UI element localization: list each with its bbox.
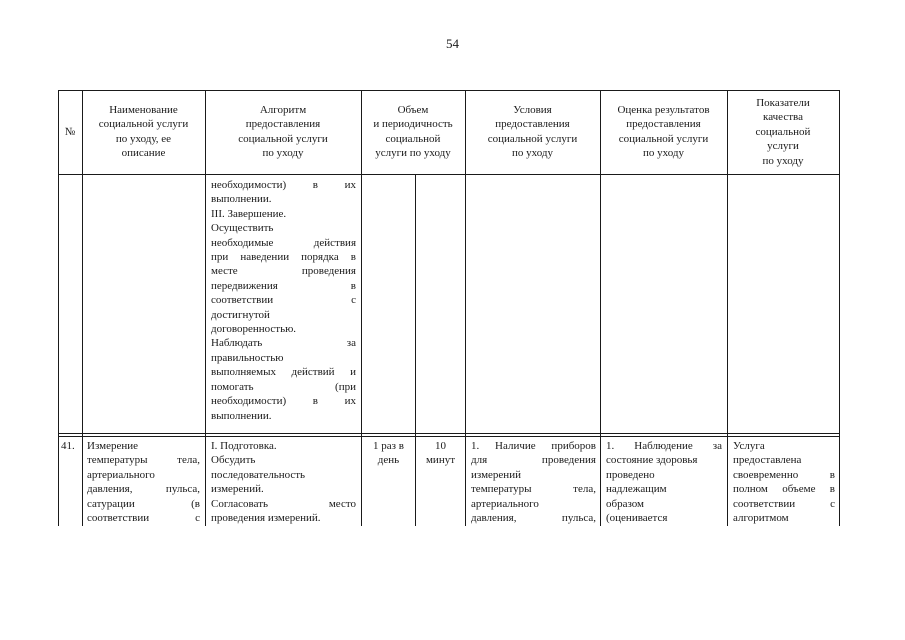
col-border-6 — [727, 90, 728, 526]
col-border-4 — [465, 90, 466, 526]
row-41-conditions: 1. Наличие приборов для проведения измерений температуры тела, артериального давления, пульса, — [471, 440, 596, 525]
header-quality: Показатели качества социальной услуги по уходу — [755, 97, 811, 167]
header-divider — [58, 174, 840, 175]
col-border-right — [839, 90, 840, 526]
row-41-quality: Услуга предоставлена своевременно в полном объеме в соответствии с алгоритмом — [733, 440, 835, 525]
continuation-algorithm: необходимости) в их выполнении. III. Завершение. Осуществить необходимые действия при наведении порядка в месте проведения передвижения в соответствии с достигнутой договоренностью. Наблюдать за правильностью выполняемых действий и помогать (при необходимости) в их выполнении. — [211, 179, 356, 422]
table-border-top — [58, 90, 840, 91]
page-number: 54 — [446, 36, 459, 51]
col-border-5 — [600, 90, 601, 526]
header-conditions: Условия предоставления социальной услуги по уходу — [487, 104, 578, 160]
col-border-1 — [82, 90, 83, 526]
header-algorithm: Алгоритм предоставления социальной услуги по уходу — [238, 104, 328, 160]
col-border-2 — [205, 90, 206, 526]
row-divider — [58, 433, 840, 434]
header-num: № — [64, 126, 76, 138]
col-border-left — [58, 90, 59, 526]
row-41-name: Измерение температуры тела, артериального давления, пульса, сатурации (в соответствии с — [87, 440, 200, 525]
row-41-evaluation: 1. Наблюдение за состояние здоровья проведено надлежащим образом (оценивается — [606, 440, 722, 525]
row-41-frequency: 1 раз в день — [373, 440, 404, 467]
col-border-3a — [415, 174, 416, 526]
header-name: Наименование социальной услуги по уходу, ее описание — [98, 104, 189, 160]
row-41-duration: 10 минут — [425, 440, 456, 467]
row-41-algorithm: I. Подготовка. Обсудить последовательность измерений. Согласовать место проведения измерений. — [211, 440, 356, 525]
header-evaluation: Оценка результатов предоставления социальной услуги по уходу — [617, 104, 710, 160]
row-41-num: 41. — [61, 440, 75, 452]
header-volume: Объем и периодичность социальной услуги по уходу — [373, 104, 453, 160]
row-divider-2 — [58, 436, 840, 437]
